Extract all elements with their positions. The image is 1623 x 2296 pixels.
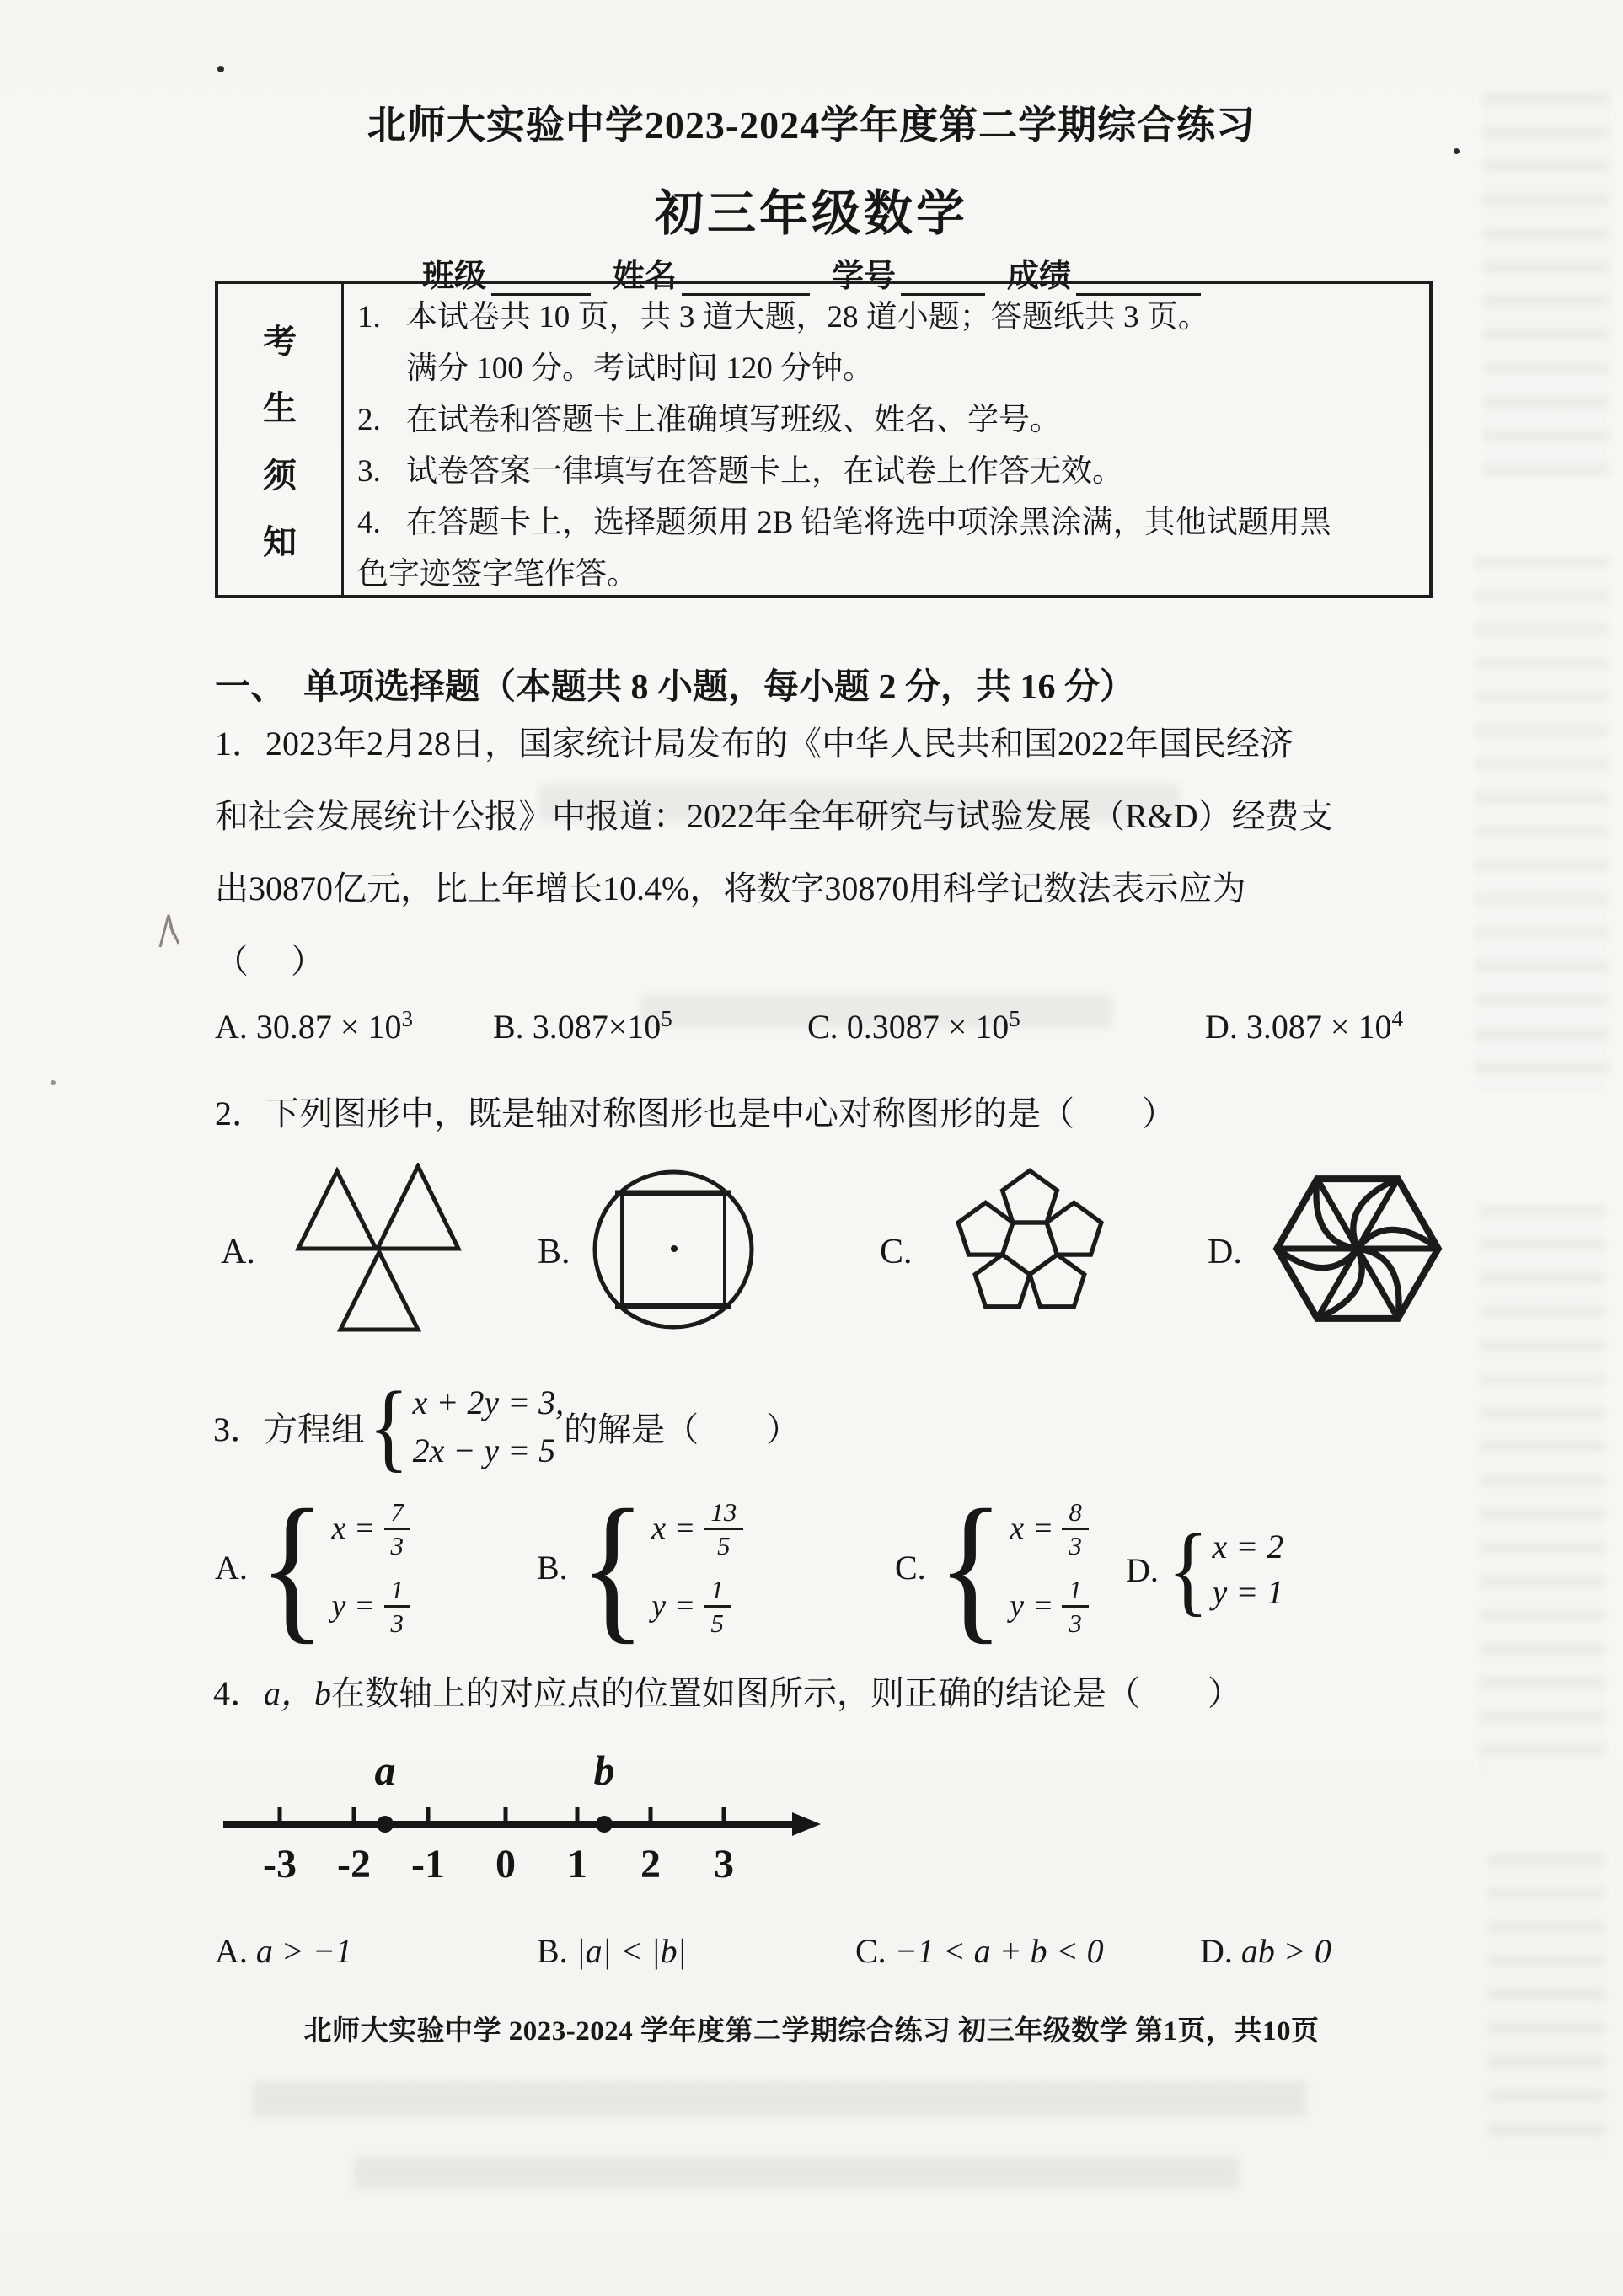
q4-option-d bbox=[1200, 1931, 1331, 1971]
option-exponent: 5 bbox=[1009, 1006, 1020, 1031]
option-label: D. bbox=[1200, 1932, 1233, 1970]
bleedthrough-artifact bbox=[253, 2081, 1306, 2117]
pencil-mark bbox=[153, 910, 187, 950]
notice-item-1 bbox=[357, 294, 1409, 341]
option-value: |a| < |b| bbox=[576, 1932, 687, 1970]
page-title: 北师大实验中学2023-2024学年度第二学期综合练习 bbox=[367, 104, 1256, 147]
notice-item-4-cont bbox=[357, 551, 1409, 598]
notice-item-text: 本试卷共 10 页，共 3 道大题，28 道小题；答题纸共 3 页。 bbox=[406, 300, 1209, 334]
q4-option-a bbox=[215, 1931, 352, 1971]
equation-lhs: x = bbox=[651, 1511, 696, 1546]
q3-option-d bbox=[1126, 1513, 1284, 1625]
option-label: C. bbox=[855, 1932, 886, 1970]
notice-item-text: 试卷答案一律填写在答题卡上，在试卷上作答无效。 bbox=[406, 454, 1123, 489]
option-value: 3.087 × 10 bbox=[1245, 1008, 1392, 1046]
q2-figure-label-b: B. bbox=[538, 1233, 570, 1271]
option-label: C. bbox=[807, 1008, 838, 1046]
fraction-numerator: 1 bbox=[710, 1574, 724, 1604]
notice-item-text: 满分 100 分。考试时间 120 分钟。 bbox=[406, 351, 874, 386]
option-value: ab > 0 bbox=[1240, 1932, 1331, 1970]
notice-item-text: 在答题卡上，选择题须用 2B 铅笔将选中项涂黑涂满，其他试题用黑 bbox=[406, 506, 1331, 540]
q3-stem-suffix: 的解是（ ） bbox=[564, 1410, 801, 1448]
q2-figure-label-d: D. bbox=[1208, 1233, 1242, 1271]
fraction-denominator: 3 bbox=[1062, 1605, 1089, 1639]
option-value: a > −1 bbox=[255, 1932, 352, 1970]
question-3-stem bbox=[213, 1372, 800, 1481]
option-value: 30.87 × 10 bbox=[255, 1008, 402, 1046]
point-a-dot bbox=[377, 1816, 394, 1833]
q3-option-a bbox=[215, 1476, 410, 1658]
tick-label: -2 bbox=[337, 1842, 371, 1887]
fraction-numerator: 7 bbox=[390, 1496, 404, 1527]
bleedthrough-artifact bbox=[1479, 1205, 1605, 1778]
brace: { bbox=[258, 1476, 326, 1658]
option-label: C. bbox=[895, 1548, 926, 1587]
q2-figure-label-c: C. bbox=[880, 1233, 913, 1271]
bleedthrough-artifact bbox=[1475, 556, 1610, 1095]
notice-item-number: 2. bbox=[357, 403, 381, 437]
notice-items bbox=[344, 284, 1429, 595]
brace: { bbox=[936, 1476, 1004, 1658]
option-exponent: 5 bbox=[661, 1006, 672, 1031]
option-label: A. bbox=[215, 1008, 248, 1046]
equation-lhs: y = bbox=[651, 1588, 696, 1624]
equation-lhs: x = bbox=[331, 1511, 376, 1546]
fraction-denominator: 3 bbox=[1062, 1528, 1089, 1561]
notice-side-char: 考 bbox=[263, 322, 297, 361]
student-id-label: 学号 bbox=[832, 259, 897, 294]
q4-text: 在数轴上的对应点的位置如图所示，则正确的结论是（ ） bbox=[331, 1674, 1241, 1712]
page-footer: 北师大实验中学 2023-2024 学年度第二学期综合练习 初三年级数学 第1页，共10页 bbox=[303, 2016, 1320, 2047]
notice-item-number: 1. bbox=[357, 300, 381, 334]
q1-option-d bbox=[1205, 1006, 1403, 1046]
fraction-denominator: 5 bbox=[704, 1605, 731, 1639]
question-4-stem bbox=[213, 1667, 1241, 1715]
notice-side-char: 须 bbox=[263, 456, 297, 495]
option-value: −1 < a + b < 0 bbox=[894, 1932, 1104, 1970]
question-1-stem bbox=[215, 708, 1420, 998]
option-label: D. bbox=[1126, 1550, 1159, 1589]
q4-option-c bbox=[855, 1931, 1104, 1971]
fraction-numerator: 13 bbox=[710, 1496, 737, 1527]
equation: x = 2 bbox=[1212, 1528, 1284, 1565]
option-exponent: 3 bbox=[401, 1006, 413, 1031]
q3-option-c bbox=[895, 1476, 1089, 1658]
q4-numberline-figure bbox=[211, 1727, 876, 1904]
tick-label: -1 bbox=[411, 1842, 445, 1887]
q3-stem-prefix: 3．方程组 bbox=[213, 1410, 365, 1448]
notice-item-2 bbox=[357, 397, 1409, 444]
bleedthrough-artifact bbox=[1487, 1854, 1605, 2157]
question-1-line: 和社会发展统计公报》中报道：2022年全年研究与试验发展（R&D）经费支 bbox=[215, 797, 1333, 835]
equation-lhs: y = bbox=[1010, 1588, 1054, 1624]
notice-item-1-cont bbox=[357, 345, 1409, 393]
q1-option-b bbox=[493, 1006, 672, 1046]
fraction-numerator: 1 bbox=[390, 1574, 404, 1604]
q3-equation-2: 2x − y = 5 bbox=[412, 1432, 556, 1469]
option-value: 3.087×10 bbox=[532, 1008, 662, 1046]
option-label: A. bbox=[215, 1932, 248, 1970]
option-label: B. bbox=[537, 1932, 568, 1970]
scan-ink-dot bbox=[51, 1080, 56, 1085]
q4-variables: a，b bbox=[264, 1674, 331, 1712]
q3-equations bbox=[413, 1378, 565, 1474]
equation-lhs: y = bbox=[331, 1588, 376, 1624]
notice-item-3 bbox=[357, 448, 1409, 495]
q3-system-brace: { bbox=[368, 1371, 410, 1481]
option-value: 0.3087 × 10 bbox=[846, 1008, 1010, 1046]
brace: { bbox=[1167, 1513, 1209, 1625]
point-b-label: b bbox=[593, 1747, 615, 1794]
fraction-denominator: 5 bbox=[704, 1528, 743, 1561]
option-label: B. bbox=[537, 1548, 568, 1587]
q2-figure-c-pentagons bbox=[940, 1158, 1119, 1326]
notice-side-char: 生 bbox=[263, 389, 297, 428]
section-1-heading: 一、 单项选择题（本题共 8 小题，每小题 2 分，共 16 分） bbox=[215, 668, 1136, 707]
notice-item-4 bbox=[357, 500, 1409, 547]
brace: { bbox=[578, 1476, 646, 1658]
score-label: 成绩 bbox=[1007, 259, 1072, 294]
q4-option-b bbox=[537, 1931, 687, 1971]
scan-ink-dot bbox=[217, 66, 224, 72]
point-a-label: a bbox=[374, 1747, 396, 1794]
name-label: 姓名 bbox=[612, 259, 677, 294]
examinee-notice-box bbox=[215, 281, 1433, 598]
q3-equation-1: x + 2y = 3, bbox=[412, 1383, 565, 1421]
notice-item-number: 4. bbox=[357, 506, 381, 540]
notice-side-label bbox=[218, 284, 344, 595]
q1-option-c bbox=[807, 1006, 1020, 1046]
tick-label: -3 bbox=[263, 1842, 297, 1887]
option-label: B. bbox=[493, 1008, 524, 1046]
tick-label: 1 bbox=[567, 1842, 587, 1887]
fraction-denominator: 3 bbox=[384, 1528, 411, 1561]
question-1-line: 出30870亿元，比上年增长10.4%，将数字30870用科学记数法表示应为 bbox=[215, 870, 1246, 907]
question-1-line: 1．2023年2月28日，国家统计局发布的《中华人民共和国2022年国民经济 bbox=[215, 725, 1294, 763]
q3-option-b bbox=[537, 1476, 743, 1658]
option-label: D. bbox=[1205, 1008, 1238, 1046]
q2-figure-label-a: A. bbox=[221, 1233, 255, 1271]
notice-item-number: 3. bbox=[357, 454, 381, 489]
equation: y = 1 bbox=[1212, 1573, 1284, 1611]
class-label: 班级 bbox=[421, 259, 486, 294]
option-exponent: 4 bbox=[1391, 1006, 1403, 1031]
q2-figure-a-triangles bbox=[285, 1163, 474, 1340]
q2-figure-b-circle-square bbox=[590, 1168, 758, 1333]
point-b-dot bbox=[596, 1816, 613, 1833]
question-2-stem: 2．下列图形中，既是轴对称图形也是中心对称图形的是（ ） bbox=[215, 1094, 1176, 1132]
q1-option-a bbox=[215, 1006, 413, 1046]
fraction-numerator: 8 bbox=[1069, 1496, 1082, 1527]
option-label: A. bbox=[215, 1548, 248, 1587]
fraction-numerator: 1 bbox=[1069, 1574, 1082, 1604]
equation-lhs: x = bbox=[1010, 1511, 1054, 1546]
page-subtitle: 初三年级数学 bbox=[654, 186, 968, 241]
notice-item-text: 在试卷和答题卡上准确填写班级、姓名、学号。 bbox=[406, 403, 1061, 437]
fraction-denominator: 3 bbox=[384, 1605, 411, 1639]
tick-label: 0 bbox=[495, 1842, 516, 1887]
notice-side-char: 知 bbox=[263, 523, 297, 562]
notice-item-text: 色字迹签字笔作答。 bbox=[357, 557, 638, 591]
question-1-line: （ ） bbox=[215, 942, 324, 980]
q2-figure-d-pinwheel-hexagon bbox=[1269, 1169, 1446, 1328]
tick-label: 3 bbox=[714, 1842, 734, 1887]
q4-number: 4． bbox=[213, 1674, 264, 1712]
bleedthrough-artifact bbox=[354, 2157, 1239, 2189]
tick-label: 2 bbox=[640, 1842, 661, 1887]
